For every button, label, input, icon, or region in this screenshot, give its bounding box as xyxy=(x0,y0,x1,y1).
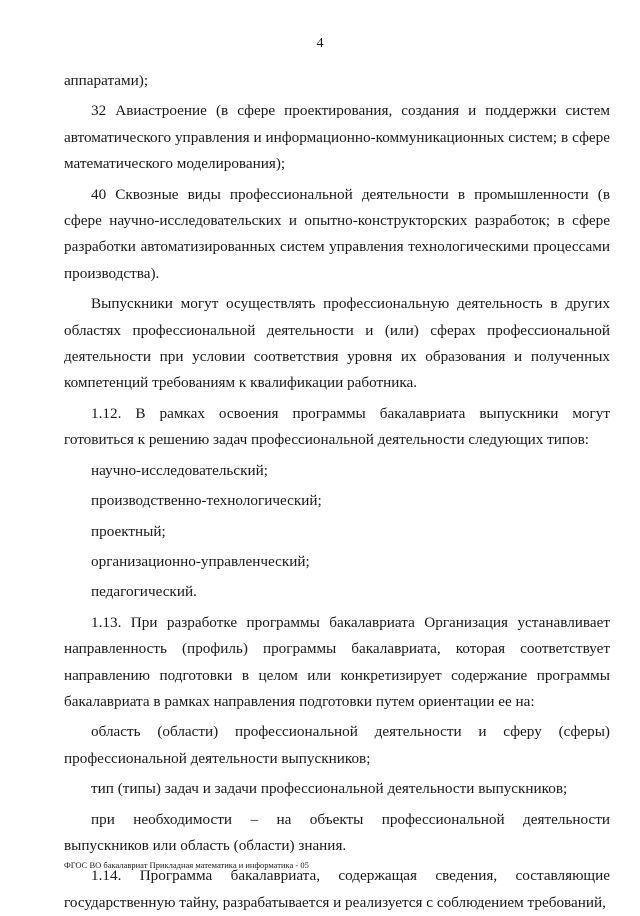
page-number: 4 xyxy=(316,36,324,51)
paragraph-task-types: тип (типы) задач и задачи профессиональной деятельности выпускников; xyxy=(91,780,568,798)
list-item: производственно-технологический; xyxy=(91,492,322,510)
paragraph-1-12: 1.12. В рамках освоения программы бакалавриата выпускники могут готовиться к решению задач профессиональной деятельности следующих типов: xyxy=(64,404,610,449)
list-item: организационно-управленческий; xyxy=(91,552,310,570)
paragraph-1-13: 1.13. При разработке программы бакалавриата Организация устанавливает направленность (профиль) программы бакалавриата, которая соответствует направлению подготовки в целом или конкретизирует содержание программы бакалавриата в рамках направления подготовки путем ориентации ее на: xyxy=(64,613,610,710)
list-item: проектный; xyxy=(91,522,166,540)
paragraph-area: область (области) профессиональной деятельности и сферу (сферы) профессиональной деятельности выпускников; xyxy=(64,723,610,767)
page-footer: ФГОС ВО бакалавриат Прикладная математика и информатика - 05 xyxy=(64,860,309,870)
paragraph-graduates: Выпускники могут осуществлять профессиональную деятельность в других областях профессиональной деятельности и (или) сферах профессиональной деятельности при условии соответствия уровня их образования и полученных компетенций требованиям к квалификации работника. xyxy=(64,295,610,392)
paragraph-continuation: аппаратами); xyxy=(64,72,149,89)
paragraph-1-14: 1.14. Программа бакалавриата, содержащая сведения, составляющие государственную тайну, разрабатывается и реализуется с соблюдением требований, xyxy=(64,867,610,911)
paragraph-objects: при необходимости – на объекты профессиональной деятельности выпускников или область (области) знания. xyxy=(64,810,610,854)
list-item: научно-исследовательский; xyxy=(91,461,268,479)
document-body xyxy=(64,68,610,916)
list-item: педагогический. xyxy=(91,583,197,601)
paragraph-aviation: 32 Авиастроение (в сфере проектирования, создания и поддержки систем автоматического управления и информационно-коммуникационных систем; в сфере математического моделирования); xyxy=(64,102,610,173)
paragraph-cross-cutting: 40 Сквозные виды профессиональной деятельности в промышленности (в сфере научно-исследовательских и опытно-конструкторских разработок; в сфере разработки автоматизированных систем управления технологическими процессами производства). xyxy=(64,185,610,282)
